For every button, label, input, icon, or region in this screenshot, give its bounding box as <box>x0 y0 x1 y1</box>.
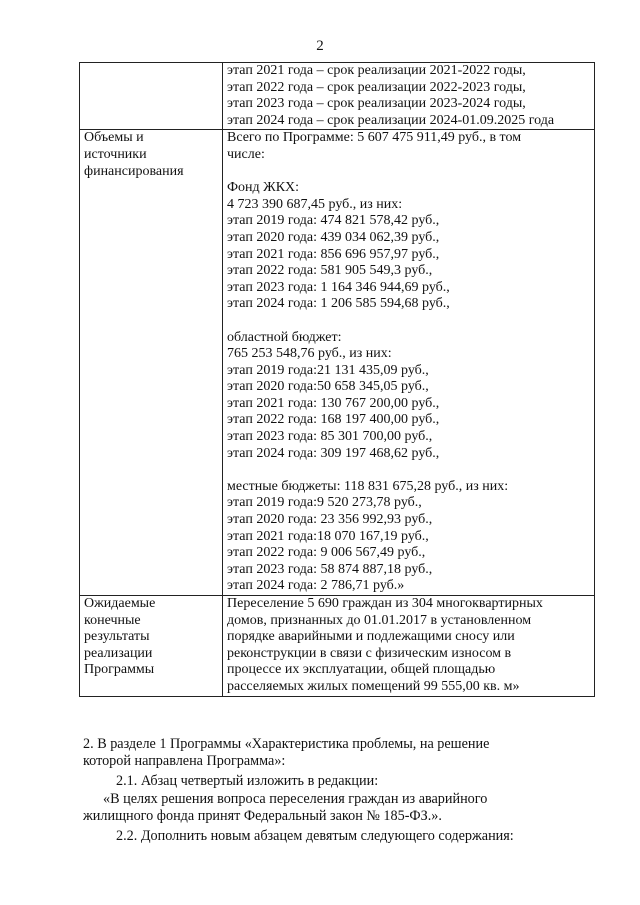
stage-line: этап 2021 года – срок реализации 2021-2022 годы, <box>227 63 526 78</box>
local-title: местные бюджеты: 118 831 675,28 руб., из них: <box>227 478 509 494</box>
total-line: числе: <box>227 146 265 162</box>
table-row-results <box>80 596 595 697</box>
local-stage: этап 2019 года:9 520 273,78 руб., <box>227 495 422 511</box>
page-number: 2 <box>316 38 324 54</box>
results-line: порядке аварийными и подлежащими сносу или <box>227 629 515 645</box>
stage-line: этап 2023 года – срок реализации 2023-2024 годы, <box>227 96 526 112</box>
fund-gkh-stage: этап 2024 года: 1 206 585 594,68 руб., <box>227 296 450 312</box>
results-label-line: Ожидаемые <box>84 596 156 611</box>
program-passport-table <box>79 62 595 697</box>
spacer <box>227 313 590 330</box>
spacer <box>227 462 590 479</box>
results-line: расселяемых жилых помещений 99 555,00 кв. м» <box>227 678 520 694</box>
table-row-funding <box>80 130 595 596</box>
local-stage: этап 2024 года: 2 786,71 руб.» <box>227 578 405 594</box>
stages-value-cell <box>223 63 595 130</box>
results-line: реконструкции в связи с физическим износом в <box>227 645 512 661</box>
funding-value-cell <box>223 130 595 596</box>
fund-gkh-stage: этап 2023 года: 1 164 346 944,69 руб., <box>227 279 450 295</box>
results-value-cell <box>223 596 595 697</box>
regional-stage: этап 2022 года: 168 197 400,00 руб., <box>227 412 440 428</box>
regional-title: областной бюджет: <box>227 329 342 345</box>
regional-stage: этап 2020 года:50 658 345,05 руб., <box>227 379 429 395</box>
results-line: процессе их эксплуатации, общей площадью <box>227 662 496 678</box>
fund-gkh-stage: этап 2020 года: 439 034 062,39 руб., <box>227 229 440 245</box>
results-label-line: реализации <box>84 645 153 661</box>
paragraph-2-line-1: 2. В разделе 1 Программы «Характеристика проблемы, на решение <box>83 736 490 752</box>
regional-amount: 765 253 548,76 руб., из них: <box>227 346 392 362</box>
fund-gkh-stage: этап 2021 года: 856 696 957,97 руб., <box>227 246 440 262</box>
regional-stage: этап 2024 года: 309 197 468,62 руб., <box>227 445 440 461</box>
fund-gkh-stage: этап 2019 года: 474 821 578,42 руб., <box>227 213 440 229</box>
local-stage: этап 2022 года: 9 006 567,49 руб., <box>227 545 426 561</box>
stages-label-cell <box>80 63 223 130</box>
funding-label-line: финансирования <box>84 163 184 179</box>
fund-gkh-amount: 4 723 390 687,45 руб., из них: <box>227 196 403 212</box>
funding-label-line: источники <box>84 146 147 162</box>
funding-label-line: Объемы и <box>84 130 144 146</box>
quote-line-2: жилищного фонда принят Федеральный закон № 185-ФЗ.». <box>83 808 442 824</box>
results-label-line: Программы <box>84 662 155 678</box>
paragraph-2-1: 2.1. Абзац четвертый изложить в редакции: <box>116 773 379 789</box>
total-line: Всего по Программе: 5 607 475 911,49 руб., в том <box>227 130 522 146</box>
local-stage: этап 2023 года: 58 874 887,18 руб., <box>227 561 433 577</box>
results-label-cell <box>80 596 223 697</box>
local-stage: этап 2020 года: 23 356 992,93 руб., <box>227 512 433 528</box>
paragraph-2-2: 2.2. Дополнить новым абзацем девятым следующего содержания: <box>116 828 514 844</box>
funding-label-cell <box>80 130 223 596</box>
regional-stage: этап 2021 года: 130 767 200,00 руб., <box>227 395 440 411</box>
stage-line: этап 2024 года – срок реализации 2024-01.09.2025 года <box>227 112 555 128</box>
spacer <box>227 164 590 181</box>
regional-stage: этап 2019 года:21 131 435,09 руб., <box>227 362 429 378</box>
stage-line: этап 2022 года – срок реализации 2022-2023 годы, <box>227 79 526 95</box>
results-label-line: результаты <box>84 629 150 645</box>
results-line: Переселение 5 690 граждан из 304 многоквартирных <box>227 596 543 611</box>
local-stage: этап 2021 года:18 070 167,19 руб., <box>227 528 429 544</box>
fund-gkh-title: Фонд ЖКХ: <box>227 180 300 196</box>
fund-gkh-stage: этап 2022 года: 581 905 549,3 руб., <box>227 263 433 279</box>
results-label-line: конечные <box>84 612 141 628</box>
paragraph-2-line-2: которой направлена Программа»: <box>83 753 286 769</box>
results-line: домов, признанных до 01.01.2017 в установленном <box>227 612 532 628</box>
regional-stage: этап 2023 года: 85 301 700,00 руб., <box>227 429 433 445</box>
table-row-stages <box>80 63 595 130</box>
quote-line-1: «В целях решения вопроса переселения граждан из аварийного <box>103 791 488 807</box>
